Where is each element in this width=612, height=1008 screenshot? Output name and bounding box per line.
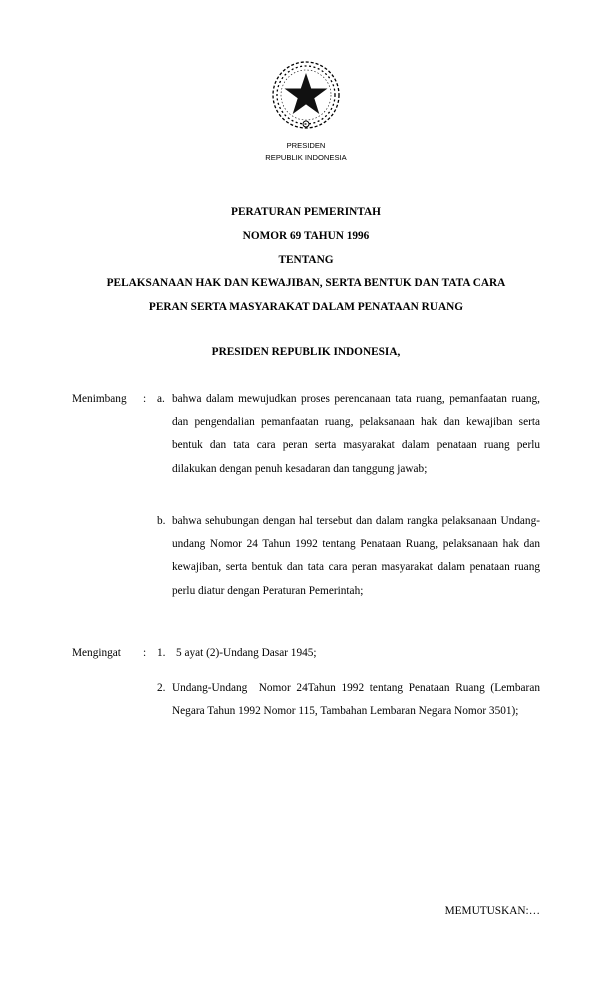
mengingat-colon: : — [143, 647, 147, 659]
mengingat-1-text: 5 ayat (2)-Undang Dasar 1945; — [176, 647, 317, 659]
mengingat-2-text: Undang-Undang Nomor 24Tahun 1992 tentang Penataan Ruang (Lembaran Negara Tahun 1992 Nomor 115, Tambahan Lembaran Negara Nomor 3501); — [172, 682, 543, 718]
menimbang-colon: : — [143, 393, 147, 405]
mengingat-2-marker: 2. — [157, 682, 166, 694]
menimbang-a-marker: a. — [157, 393, 165, 405]
title-line5: PERAN SERTA MASYARAKAT DALAM PENATAAN RUANG — [148, 301, 464, 313]
issuer-heading: PRESIDEN REPUBLIK INDONESIA, — [211, 346, 401, 358]
mengingat-label: Mengingat — [72, 647, 121, 659]
emblem-icon — [268, 58, 344, 134]
mengingat-1-marker: 1. — [157, 647, 166, 659]
title-line4: PELAKSANAAN HAK DAN KEWAJIBAN, SERTA BENTUK DAN TATA CARA — [106, 277, 506, 289]
menimbang-b-marker: b. — [157, 515, 166, 527]
menimbang-b-text: bahwa sehubungan dengan hal tersebut dan dalam rangka pelaksanaan Undang-undang Nomor 24 Tahun 1992 tentang Penataan Ruang, pelaksanaan hak dan kewajiban, serta bentuk dan tata cara peran masyarakat dalam penataan ruang perlu diatur dengan Peraturan Pemerintah; — [172, 515, 540, 597]
title-line1: PERATURAN PEMERINTAH — [231, 206, 381, 218]
continuation-text: MEMUTUSKAN:… — [444, 905, 540, 917]
menimbang-a-text: bahwa dalam mewujudkan proses perencanaan tata ruang, pemanfaatan ruang, dan pengendalian pemanfaatan ruang, pelaksanaan hak dan kewajiban serta bentuk dan tata cara peran serta masyarakat dalam penataan ruang perlu dilakukan dengan penuh kesadaran dan tanggung jawab; — [172, 393, 540, 475]
title-line3: TENTANG — [278, 254, 334, 266]
menimbang-label: Menimbang — [72, 393, 127, 405]
emblem-caption-line2: REPUBLIK INDONESIA — [265, 153, 347, 162]
emblem-caption-line1: PRESIDEN — [286, 141, 326, 150]
title-line2: NOMOR 69 TAHUN 1996 — [242, 230, 370, 242]
